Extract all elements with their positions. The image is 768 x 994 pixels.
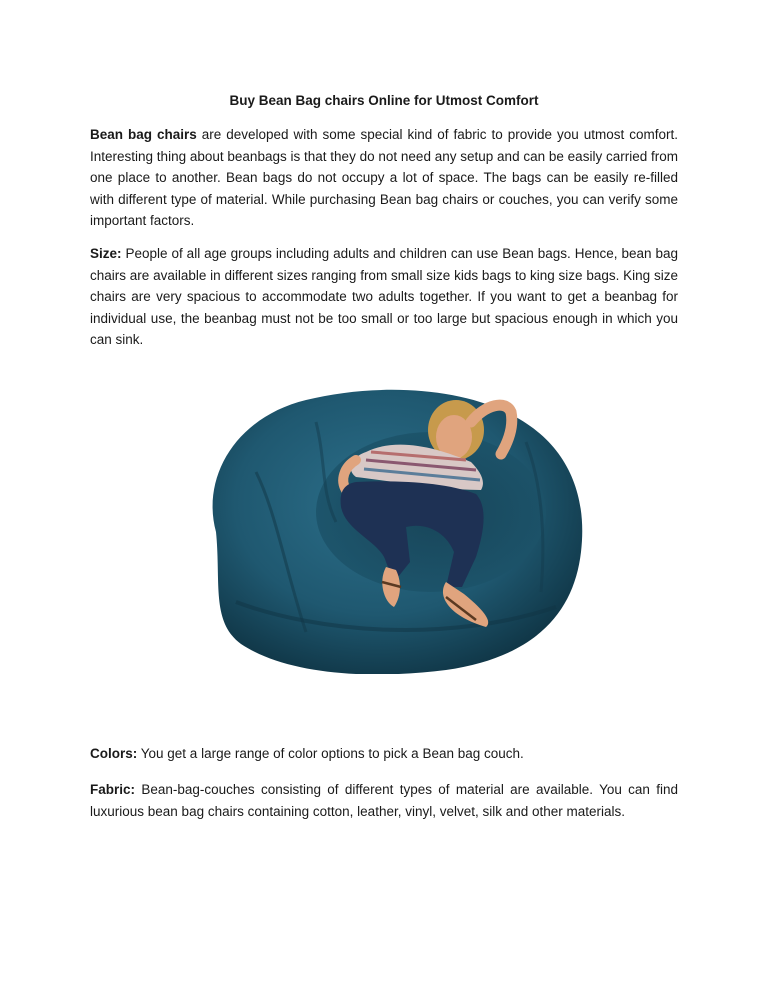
intro-paragraph: [90, 124, 678, 232]
intro-lead: Bean bag chairs: [90, 127, 197, 142]
colors-paragraph: [90, 743, 678, 765]
fabric-text: Bean-bag-couches consisting of different types of material are available. You can find luxurious bean bag chairs containing cotton, leather, vinyl, velvet, silk and other materials.: [90, 782, 678, 819]
size-paragraph: [90, 243, 678, 351]
size-text: People of all age groups including adults and children can use Bean bags. Hence, bean bag chairs are available in different sizes ranging from small size kids bags to king size bags. King size chairs are very spacious to accommodate two adults together. If you want to get a beanbag for individual use, the beanbag must not be too small or too large but spacious enough in which you can sink.: [90, 246, 678, 348]
fabric-lead: Fabric:: [90, 782, 136, 797]
colors-text: You get a large range of color options to pick a Bean bag couch.: [137, 746, 524, 761]
fabric-paragraph: [90, 779, 678, 822]
bean-bag-photo: [196, 382, 588, 674]
colors-lead: Colors:: [90, 746, 138, 761]
intro-text: are developed with some special kind of fabric to provide you utmost comfort. Interesting thing about beanbags is that they do not need any setup and can be easily carried from one place to another. Bean bags do not occupy a lot of space. The bags can be easily re-filled with different type of material. While purchasing Bean bag chairs or couches, you can verify some important factors.: [90, 127, 679, 229]
size-lead: Size:: [90, 246, 122, 261]
document-title: Buy Bean Bag chairs Online for Utmost Comfort: [229, 93, 539, 108]
